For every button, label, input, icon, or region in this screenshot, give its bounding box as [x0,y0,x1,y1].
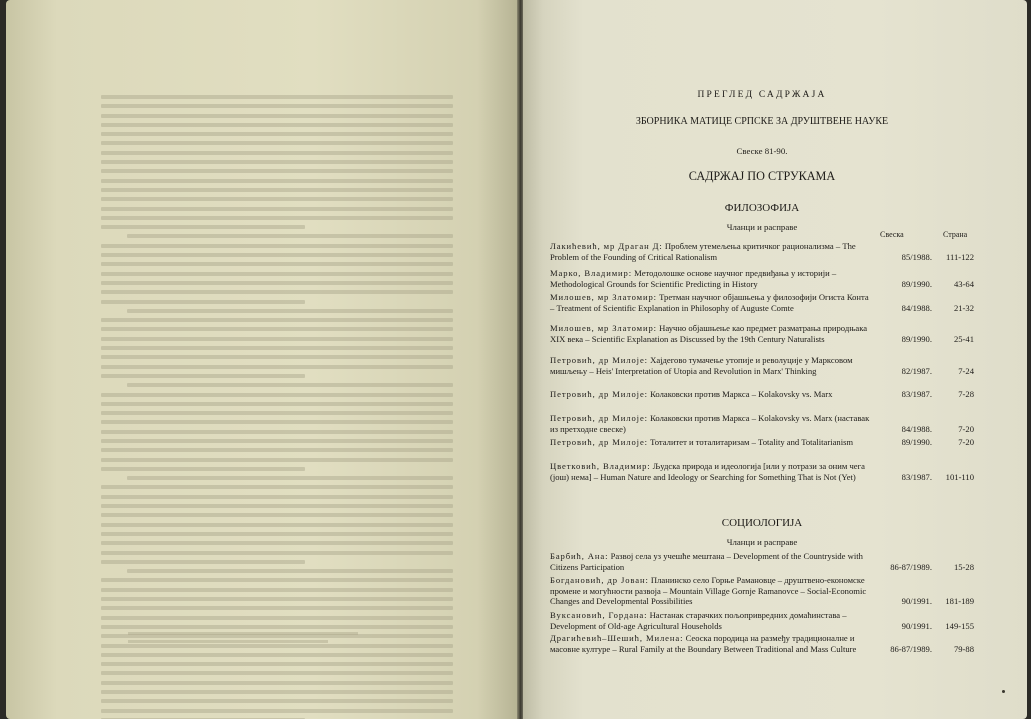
toc-entry [550,355,974,376]
bleedthrough-line [101,365,453,369]
entry-pages: 7-28 [958,389,974,399]
bleedthrough-line [127,234,453,238]
entry-volume: 84/1988. [901,423,932,434]
entry-pages: 25-41 [953,333,974,344]
entry-title: Научно објашњење као предмет разматрања природњака XIX века – Scientific Explanation as Discussed by the 19th Century Naturalists [550,323,868,344]
bleedthrough-line [101,495,453,499]
toc-entry [550,413,974,434]
bleedthrough-line [101,485,453,489]
entry-volume: 86-87/1989. [890,643,932,654]
bleedthrough-line [101,253,453,257]
bleedthrough-line [101,597,453,601]
entry-pages: 7-24 [958,365,974,376]
entry-volume: 84/1988. [901,302,932,313]
bleedthrough-line [101,411,453,415]
entry-title: Планинско село Горње Рамановце – друштвено-економске промене и могућности развоја – Mountain Village Gornje Ramanovce – Social-Economic Changes and Developmental Possibilities [550,575,867,607]
bleedthrough-line [101,606,453,610]
volumes-range: Свеске 81-90. [736,146,788,156]
entry-author: Петровић, др Милоје: [550,389,648,399]
toc-entry [550,437,974,448]
bleedthrough-line [101,532,453,536]
bleedthrough-line [101,448,453,452]
bleedthrough-line [101,541,453,545]
bleedthrough-line [101,616,453,620]
entry-title: Третман научног објашњења у филозофији Огиста Конта – Treatment of Scientific Explanation in Philosophy of Auguste Comte [550,292,869,313]
right-page [523,0,1027,719]
bleedthrough-line [101,699,453,703]
entry-title: Колаковски против Маркса – Kolakovsky vs. Marx [650,389,833,399]
entry-pages: 101-110 [945,471,974,482]
toc-heading: САДРЖАЈ ПО СТРУКАМА [688,169,836,183]
column-header-volume: Свеска [880,230,904,239]
entry-title: Проблем утемељења критичког рационализма – The Problem of the Founding of Critical Rationalism [550,241,856,262]
bleedthrough-line [101,393,453,397]
entry-title: Тоталитет и тоталитаризам – Totality and Totalitarianism [650,437,854,447]
toc-entry [550,461,974,482]
entry-volume: 83/1987. [901,471,932,482]
toc-entry [550,323,974,344]
bleedthrough-line [101,244,453,248]
bleedthrough-line [101,644,453,648]
bleedthrough-line [101,671,453,675]
bleedthrough-line [101,300,305,304]
entry-title: Колаковски против Маркса – Kolakovsky vs. Marx (наставак из претходне свеске) [550,413,870,434]
bleedthrough-line [101,169,453,173]
entry-author: Барбић, Ана: [550,551,609,561]
bleedthrough-line [101,207,453,211]
bleedthrough-line [127,476,453,480]
entry-author: Петровић, др Милоје: [550,413,648,423]
entry-author: Петровић, др Милоје: [550,355,648,365]
bleedthrough-text [101,95,453,719]
bleedthrough-footnote [128,632,358,635]
page-mark [1002,690,1005,693]
toc-entry [550,551,974,572]
bleedthrough-line [101,467,305,471]
bleedthrough-line [127,569,453,573]
bleedthrough-line [101,504,453,508]
journal-title: ЗБОРНИКА МАТИЦЕ СРПСКЕ ЗА ДРУШТВЕНЕ НАУКЕ [635,116,889,127]
entry-volume: 89/1990. [901,437,932,447]
left-page-bleedthrough [6,0,518,719]
toc-entry [550,389,974,400]
bleedthrough-line [101,374,305,378]
bleedthrough-line [101,439,453,443]
bleedthrough-line [101,653,453,657]
entry-author: Богдановић, др Јован: [550,575,649,585]
bleedthrough-line [101,588,453,592]
entry-volume: 85/1988. [901,251,932,262]
entry-pages: 7-20 [958,437,974,447]
toc-entry [550,633,974,654]
entry-pages: 7-20 [958,423,974,434]
entry-pages: 15-28 [953,561,974,572]
entry-volume: 89/1990. [901,278,932,289]
bleedthrough-line [101,420,453,424]
section-title: ФИЛОЗОФИЈА [724,202,800,214]
bleedthrough-line [101,318,453,322]
bleedthrough-line [101,216,453,220]
bleedthrough-line [101,188,453,192]
toc-header: ПРЕГЛЕД САДРЖАЈА [697,90,827,100]
entry-volume: 86-87/1989. [890,561,932,572]
bleedthrough-line [101,290,453,294]
entry-title: Методолошке основе научног предвиђања у историји – Methodological Grounds for Scientific Predicting in History [550,268,837,289]
bleedthrough-line [101,281,453,285]
entry-pages: 181-189 [945,596,974,607]
bleedthrough-line [101,346,453,350]
section-subtitle: Чланци и расправе [726,537,798,547]
entry-title: Настанак старачких пољопривредних домаћинстава – Development of Old-age Agricultural Households [550,610,847,631]
toc-entry [550,610,974,631]
entry-volume: 83/1987. [901,389,932,399]
entry-author: Драгићевић–Шешић, Милена: [550,633,684,643]
bleedthrough-line [101,513,453,517]
bleedthrough-line [101,179,453,183]
bleedthrough-line [101,262,453,266]
toc-entry [550,241,974,262]
entry-title: Људска природа и идеологија [или у потрази за оним чега (још) нема] – Human Nature and Ideology or Searching for Something That is Not (Yet) [550,461,865,482]
entry-author: Марко, Владимир: [550,268,633,278]
bleedthrough-line [127,383,453,387]
entry-author: Цветковић, Владимир: [550,461,651,471]
entry-title: Развој села уз учешће мештана – Development of the Countryside with Citizens Participation [550,551,863,572]
bleedthrough-line [101,355,453,359]
bleedthrough-line [101,114,453,118]
bleedthrough-line [101,662,453,666]
entry-author: Милошев, мр Златомир: [550,323,657,333]
bleedthrough-line [101,690,453,694]
bleedthrough-line [101,430,453,434]
entry-volume: 89/1990. [901,333,932,344]
bleedthrough-line [101,225,305,229]
bleedthrough-line [101,123,453,127]
entry-pages: 149-155 [945,620,974,631]
bleedthrough-line [101,151,453,155]
bleedthrough-line [101,197,453,201]
entry-pages: 43-64 [953,278,974,289]
entry-title: Хајдегово тумачење утопије и револуције у Марксовом мишљењу – Heis' Interpretation of Utopia and Revolution in Marx' Thinking [550,355,853,376]
entry-pages: 79-88 [953,643,974,654]
bleedthrough-line [101,337,453,341]
bleedthrough-line [101,141,453,145]
bleedthrough-line [101,458,453,462]
entry-author: Лакићевић, мр Драган Д: [550,241,663,251]
section-subtitle: Чланци и расправе [726,222,798,232]
entry-author: Вуксановић, Гордана: [550,610,648,620]
bleedthrough-line [101,104,453,108]
toc-entry [550,292,974,313]
entry-pages: 111-122 [945,251,974,262]
bleedthrough-line [101,523,453,527]
bleedthrough-line [101,95,453,99]
entry-author: Милошев, мр Златомир: [550,292,657,302]
toc-entry [550,575,974,607]
bleedthrough-line [101,272,453,276]
bleedthrough-line [101,327,453,331]
entry-volume: 90/1991. [901,596,932,607]
bleedthrough-line [101,402,453,406]
bleedthrough-line [101,560,305,564]
bleedthrough-line [101,709,453,713]
section-title: СОЦИОЛОГИЈА [721,517,803,529]
entry-volume: 90/1991. [901,620,932,631]
bleedthrough-line [101,160,453,164]
toc-entry [550,268,974,289]
column-header-page: Страна [943,230,968,239]
entry-author: Петровић, др Милоје: [550,437,648,447]
entry-volume: 82/1987. [901,365,932,376]
entry-pages: 21-32 [953,302,974,313]
entry-title: Сеоска породица на размеђу традиционалне и масовне културе – Rural Family at the Boundary Between Traditional and Mass Culture [550,633,857,654]
bleedthrough-line [101,681,453,685]
bleedthrough-line [101,625,453,629]
bleedthrough-line [127,309,453,313]
bleedthrough-line [101,551,453,555]
bleedthrough-line [101,132,453,136]
bleedthrough-footnote [128,640,328,643]
bleedthrough-line [101,578,453,582]
